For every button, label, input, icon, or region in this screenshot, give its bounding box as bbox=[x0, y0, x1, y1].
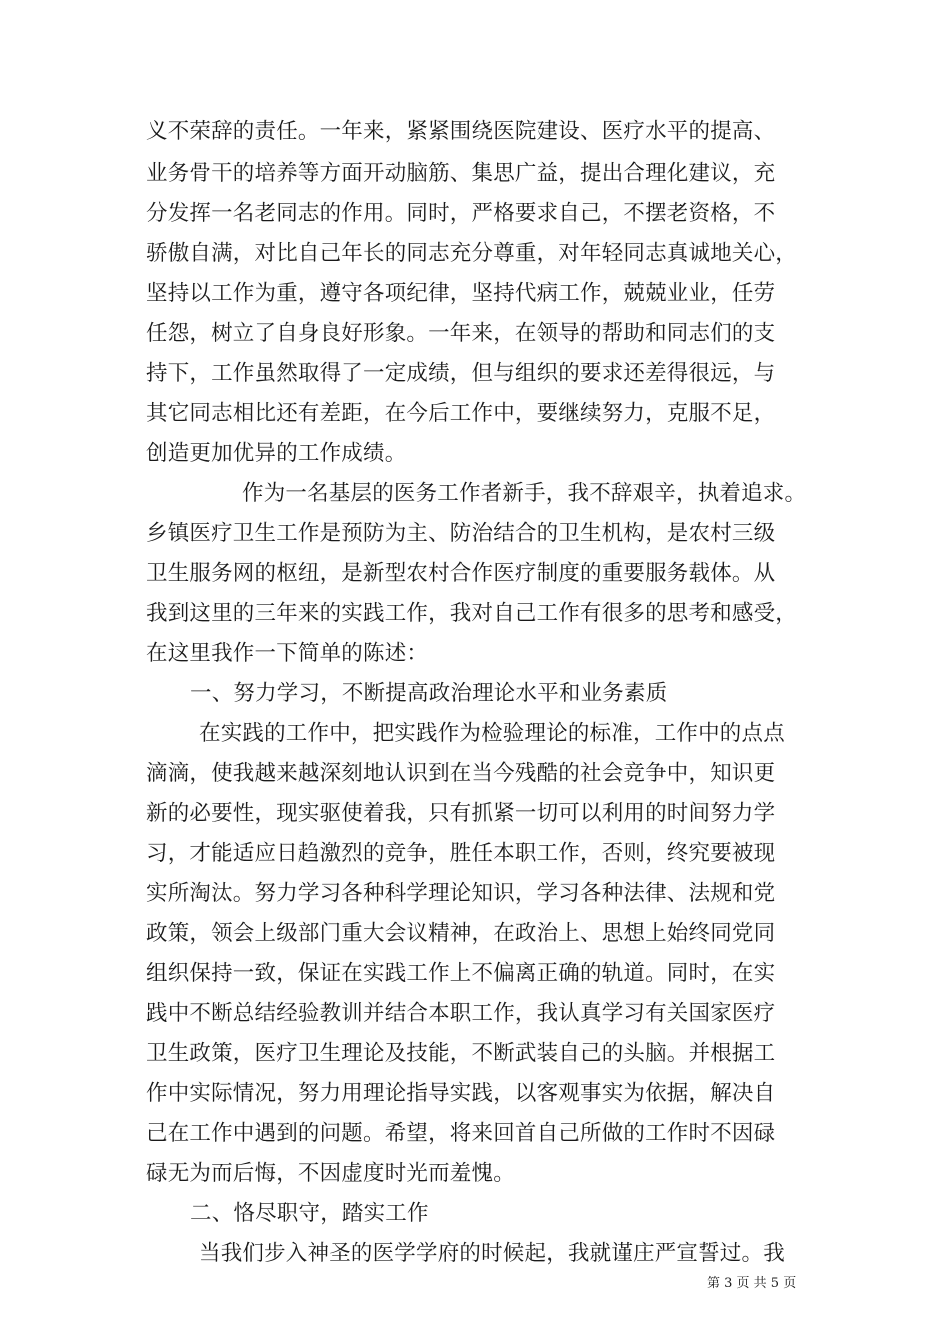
text-line: 义不荣辞的责任。一年来，紧紧围绕医院建设、医疗水平的提高、 bbox=[146, 119, 776, 144]
text-line: 坚持以工作为重，遵守各项纪律，坚持代病工作，兢兢业业，任劳 bbox=[146, 281, 776, 306]
text-line: 持下，工作虽然取得了一定成绩，但与组织的要求还差得很远，与 bbox=[146, 361, 776, 386]
text-line: 作中实际情况，努力用理论指导实践，以客观事实为依据，解决自 bbox=[146, 1081, 776, 1106]
text-line: 乡镇医疗卫生工作是预防为主、防治结合的卫生机构，是农村三级 bbox=[146, 521, 776, 546]
text-line: 滴滴，使我越来越深刻地认识到在当今残酷的社会竞争中，知识更 bbox=[146, 761, 776, 786]
section-heading-1: 一、努力学习，不断提高政治理论水平和业务素质 bbox=[190, 681, 668, 706]
text-line: 组织保持一致，保证在实践工作上不偏离正确的轨道。同时，在实 bbox=[146, 961, 776, 986]
text-line: 碌无为而后悔，不因虚度时光而羞愧。 bbox=[146, 1161, 515, 1186]
text-line: 政策，领会上级部门重大会议精神，在政治上、思想上始终同党同 bbox=[146, 921, 776, 946]
text-line: 在这里我作一下简单的陈述： bbox=[146, 641, 429, 666]
paragraph-first-line: 在实践的工作中，把实践作为检验理论的标准，工作中的点点 bbox=[199, 721, 785, 746]
text-line: 践中不断总结经验教训并结合本职工作，我认真学习有关国家医疗 bbox=[146, 1001, 776, 1026]
text-line: 创造更加优异的工作成绩。 bbox=[146, 441, 407, 466]
text-line: 业务骨干的培养等方面开动脑筋、集思广益，提出合理化建议，充 bbox=[146, 161, 776, 186]
text-line: 骄傲自满，对比自己年长的同志充分尊重，对年轻同志真诚地关心， bbox=[146, 241, 798, 266]
text-line: 卫生政策，医疗卫生理论及技能，不断武装自己的头脑。并根据工 bbox=[146, 1041, 776, 1066]
text-line: 任怨，树立了自身良好形象。一年来，在领导的帮助和同志们的支 bbox=[146, 321, 776, 346]
text-line: 习，才能适应日趋激烈的竞争，胜任本职工作，否则，终究要被现 bbox=[146, 841, 776, 866]
text-line: 己在工作中遇到的问题。希望，将来回首自己所做的工作时不因碌 bbox=[146, 1121, 776, 1146]
text-line: 其它同志相比还有差距，在今后工作中，要继续努力，克服不足， bbox=[146, 401, 776, 426]
page-number: 第 3 页 共 5 页 bbox=[707, 1276, 797, 1291]
paragraph-first-line: 当我们步入神圣的医学学府的时候起，我就谨庄严宣誓过。我 bbox=[199, 1241, 785, 1266]
paragraph-first-line: 作为一名基层的医务工作者新手，我不辞艰辛，执着追求。 bbox=[242, 481, 807, 506]
text-line: 卫生服务网的枢纽，是新型农村合作医疗制度的重要服务载体。从 bbox=[146, 561, 776, 586]
text-line: 我到这里的三年来的实践工作，我对自己工作有很多的思考和感受， bbox=[146, 601, 798, 626]
section-heading-2: 二、恪尽职守，踏实工作 bbox=[190, 1201, 429, 1226]
text-line: 分发挥一名老同志的作用。同时，严格要求自己，不摆老资格，不 bbox=[146, 201, 776, 226]
text-line: 新的必要性，现实驱使着我，只有抓紧一切可以利用的时间努力学 bbox=[146, 801, 776, 826]
text-line: 实所淘汰。努力学习各种科学理论知识，学习各种法律、法规和党 bbox=[146, 881, 776, 906]
